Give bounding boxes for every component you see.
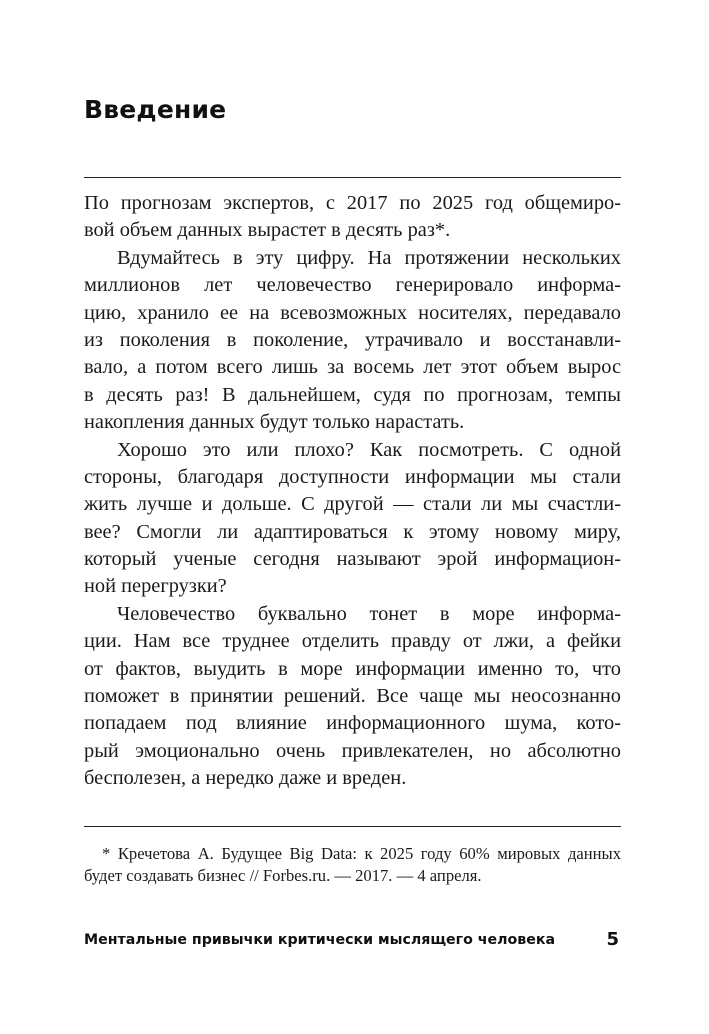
text-line: Вдумайтесь в эту цифру. На протяжении нескольких (117, 246, 621, 269)
text-line: стороны, благодаря доступности информации мы стали (84, 465, 621, 488)
paragraph-3 (84, 437, 621, 601)
text-line: миллионов лет человечество генерировало информа- (84, 274, 621, 297)
text-line: поможет в принятии решений. Все чаще мы неосознанно (84, 685, 621, 708)
text-line: По прогнозам экспертов, с 2017 по 2025 год общемиро- (84, 192, 621, 214)
paragraph-2 (84, 245, 621, 437)
text-line: жить лучше и дольше. С другой — стали ли мы счастли- (84, 493, 621, 516)
text-line: попадаем под влияние информационного шума, кото- (84, 712, 621, 735)
title-divider (84, 177, 621, 178)
text-line: бесполезен, а нередко даже и вреден. (84, 767, 407, 790)
text-line: из поколения в поколение, утрачивало и восстанавли- (84, 328, 621, 351)
text-line: Хорошо это или плохо? Как посмотреть. С одной (117, 438, 621, 461)
chapter-title: Введение (84, 95, 227, 124)
text-line: ции. Нам все труднее отделить правду от лжи, а фейки (84, 630, 621, 653)
paragraph-1 (84, 190, 621, 245)
text-line: который ученые сегодня называют эрой информацион- (84, 548, 621, 571)
text-line: вее? Смогли ли адаптироваться к этому новому миру, (84, 520, 621, 543)
text-line: ной перегрузки? (84, 575, 227, 598)
body-text (84, 190, 621, 793)
footnote (84, 843, 621, 887)
page-number: 5 (606, 929, 619, 950)
text-line: вой объем данных вырастет в десять раз*. (84, 219, 451, 242)
footnote-line: * Кречетова А. Будущее Big Data: к 2025 году 60% мировых данных (102, 844, 621, 863)
footnote-divider (84, 826, 621, 827)
paragraph-4 (84, 601, 621, 793)
footnote-line: будет создавать бизнес // Forbes.ru. — 2017. — 4 апреля. (84, 866, 482, 885)
text-line: от фактов, выудить в море информации именно то, что (84, 657, 621, 680)
text-line: в десять раз! В дальнейшем, судя по прогнозам, темпы (84, 383, 621, 406)
text-line: вало, а потом всего лишь за восемь лет этот объем вырос (84, 356, 621, 379)
text-line: Человечество буквально тонет в море информа- (117, 602, 621, 625)
text-line: накопления данных будут только нарастать. (84, 411, 465, 434)
running-footer (84, 930, 621, 954)
text-line: рый эмоционально очень привлекателен, но абсолютно (84, 739, 621, 762)
book-title: Ментальные привычки критически мыслящего человека (84, 932, 556, 948)
text-line: цию, хранило ее на всевозможных носителях, передавало (84, 301, 621, 324)
